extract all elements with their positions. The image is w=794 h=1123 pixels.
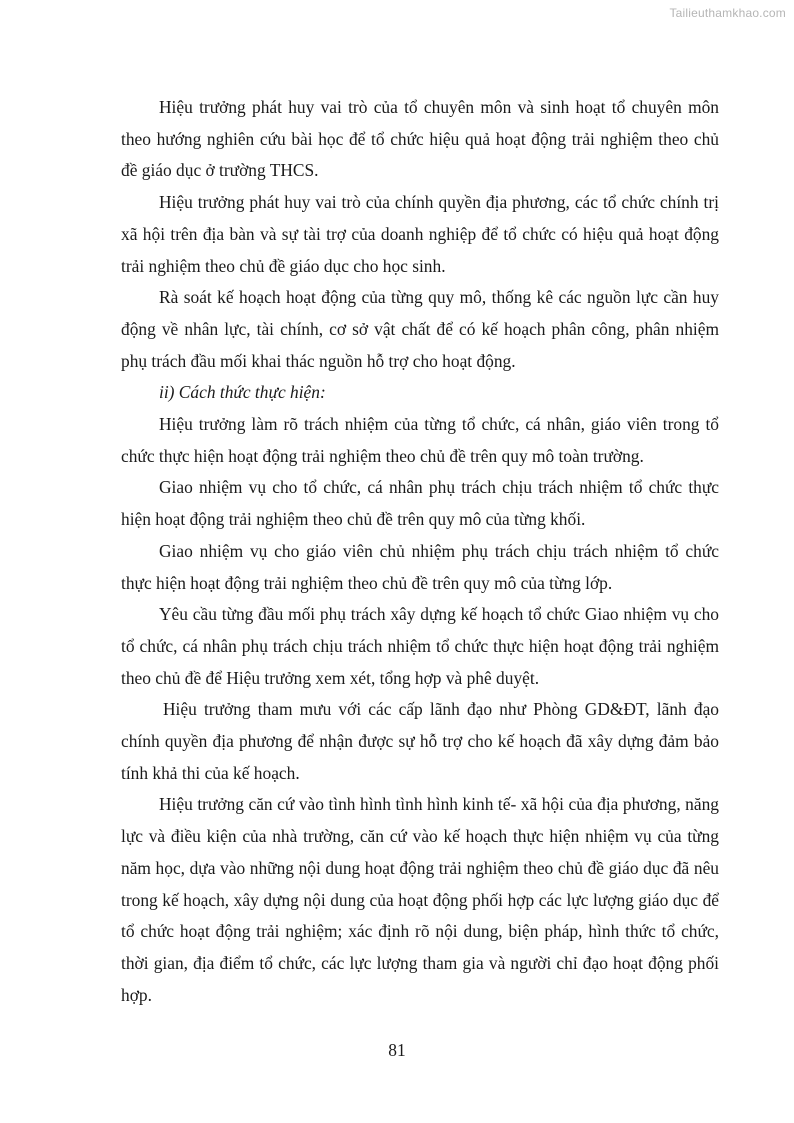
paragraph: Rà soát kế hoạch hoạt động của từng quy mô, thống kê các nguồn lực cần huy động về nhân lực, tài chính, cơ sở vật chất để có kế hoạch phân công, phân nhiệm phụ trách đầu mối khai thác nguồn hỗ trợ cho hoạt động. xyxy=(121,287,719,371)
paragraph: Hiệu trưởng phát huy vai trò của tổ chuyên môn và sinh hoạt tổ chuyên môn theo hướng nghiên cứu bài học để tổ chức hiệu quả hoạt động trải nghiệm theo chủ đề giáo dục ở trường THCS. xyxy=(121,97,719,181)
paragraph: Hiệu trưởng tham mưu với các cấp lãnh đạo như Phòng GD&ĐT, lãnh đạo chính quyền địa phương để nhận được sự hỗ trợ cho kế hoạch đã xây dựng đảm bảo tính khả thi của kế hoạch. xyxy=(121,699,719,783)
paragraph: Yêu cầu từng đầu mối phụ trách xây dựng kế hoạch tổ chức Giao nhiệm vụ cho tổ chức, cá nhân phụ trách chịu trách nhiệm tổ chức thực hiện hoạt động trải nghiệm theo chủ đề để Hiệu trưởng xem xét, tổng hợp và phê duyệt. xyxy=(121,604,719,688)
paragraph: Giao nhiệm vụ cho giáo viên chủ nhiệm phụ trách chịu trách nhiệm tổ chức thực hiện hoạt động trải nghiệm theo chủ đề trên quy mô của từng lớp. xyxy=(121,540,719,593)
section-subheading: ii) Cách thức thực hiện: xyxy=(159,382,326,403)
page-number: 81 xyxy=(388,1040,406,1060)
document-body xyxy=(121,92,719,1011)
paragraph: Hiệu trưởng làm rõ trách nhiệm của từng tổ chức, cá nhân, giáo viên trong tổ chức thực hiện hoạt động trải nghiệm theo chủ đề trên quy mô toàn trường. xyxy=(121,414,719,466)
paragraph: Giao nhiệm vụ cho tổ chức, cá nhân phụ trách chịu trách nhiệm tổ chức thực hiện hoạt động trải nghiệm theo chủ đề trên quy mô của từng khối. xyxy=(121,477,719,530)
paragraph: Hiệu trưởng căn cứ vào tình hình tình hình kinh tế- xã hội của địa phương, năng lực và điều kiện của nhà trường, căn cứ vào kế hoạch thực hiện nhiệm vụ của từng năm học, dựa vào những nội dung hoạt động trải nghiệm theo chủ đề giáo dục đã nêu trong kế hoạch, xây dựng nội dung của hoạt động phối hợp các lực lượng giáo dục để tổ chức hoạt động trải nghiệm; xác định rõ nội dung, biện pháp, hình thức tổ chức, thời gian, địa điểm tổ chức, các lực lượng tham gia và người chỉ đạo hoạt động phối hợp. xyxy=(121,794,719,1005)
paragraph: Hiệu trưởng phát huy vai trò của chính quyền địa phương, các tổ chức chính trị xã hội trên địa bàn và sự tài trợ của doanh nghiệp để tổ chức có hiệu quả hoạt động trải nghiệm theo chủ đề giáo dục cho học sinh. xyxy=(121,192,719,276)
watermark-text: Tailieuthamkhao.com xyxy=(669,6,786,20)
